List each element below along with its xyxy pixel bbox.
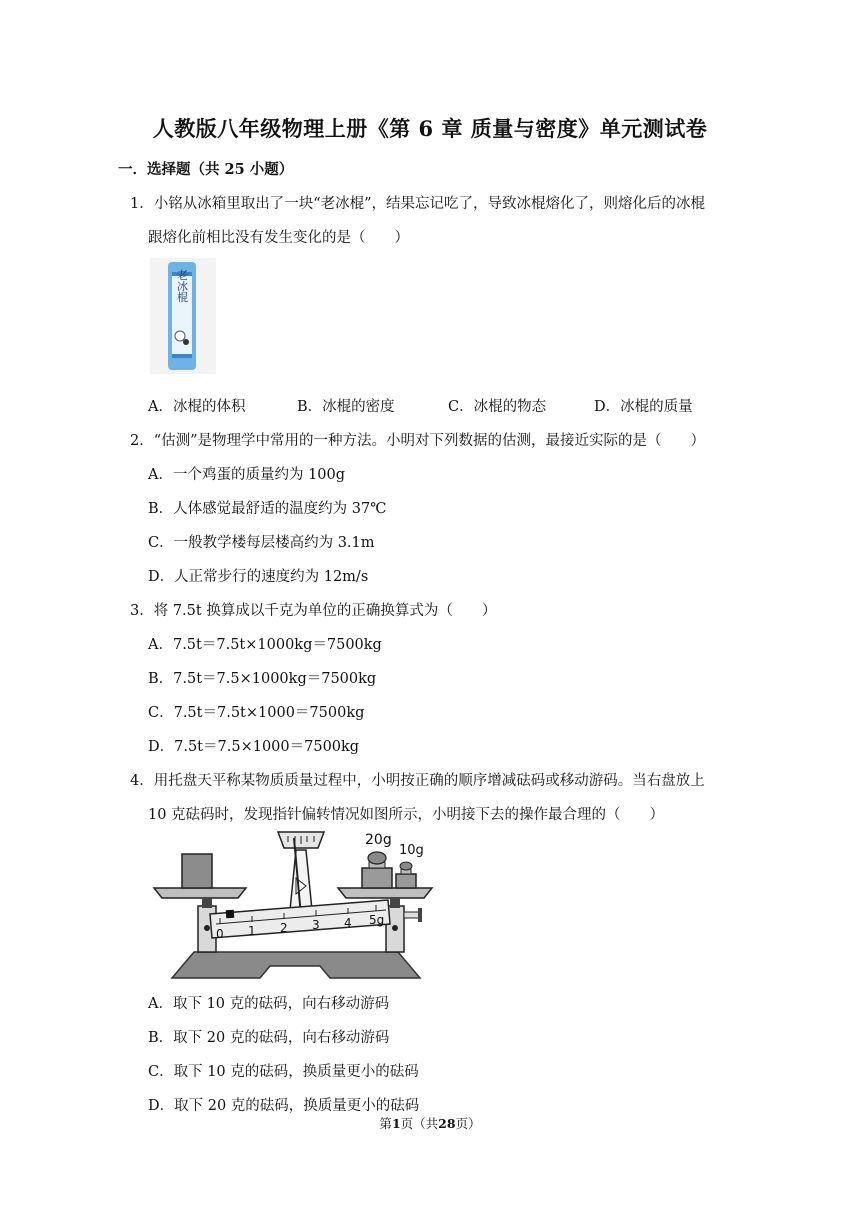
scale-tick-2: 2 (280, 921, 288, 935)
footer-suffix: 页） (455, 1116, 481, 1131)
q4-stem-line2: 10 克砝码时，发现指针偏转情况如图所示，小明接下去的操作最合理的（ ） (148, 807, 665, 823)
q4-option-b: B．取下 20 克的砝码，向右移动游码 (148, 1030, 390, 1046)
q4-option-a: A．取下 10 克的砝码，向右移动游码 (148, 996, 390, 1012)
right-pan (338, 888, 432, 898)
q2-option-a: A．一个鸡蛋的质量约为 100g (148, 467, 346, 483)
q2-option-d: D．人正常步行的速度约为 12m/s (148, 569, 369, 585)
q1-stem-line2: 跟熔化前相比没有发生变化的是（ ） (148, 230, 409, 246)
q1-option-a: A．冰棍的体积 (148, 399, 246, 415)
balance-scale-figure (150, 828, 436, 980)
object-block (182, 854, 212, 888)
scale-tick-4: 4 (344, 916, 352, 930)
q1-stem-line1: 1．小铭从冰箱里取出了一块“老冰棍”，结果忘记吃了，导致冰棍熔化了，则熔化后的冰棍 (130, 196, 706, 212)
q2-option-b: B．人体感觉最舒适的温度约为 37℃ (148, 501, 387, 517)
q3-option-a: A．7.5t＝7.5t×1000kg＝7500kg (148, 637, 382, 653)
footer-total-pages: 28 (438, 1116, 456, 1131)
scale-tick-1: 1 (248, 924, 256, 938)
footer-middle: 页（共 (400, 1116, 439, 1131)
scale-tick-5g: 5g (369, 913, 385, 927)
q4-stem-line1: 4．用托盘天平称某物质质量过程中，小明按正确的顺序增减砝码或移动游码。当右盘放上 (130, 773, 705, 789)
footer-page-number: 1 (391, 1116, 401, 1131)
q3-option-b: B．7.5t＝7.5×1000kg＝7500kg (148, 671, 377, 687)
q3-option-c: C．7.5t＝7.5t×1000＝7500kg (148, 705, 365, 721)
left-pan (154, 888, 246, 898)
q1-option-c: C．冰棍的物态 (448, 399, 547, 415)
q3-option-d: D．7.5t＝7.5×1000＝7500kg (148, 739, 360, 755)
popsicle-image (150, 258, 216, 374)
q4-option-c: C．取下 10 克的砝码，换质量更小的砝码 (148, 1064, 419, 1080)
q2-option-c: C．一般教学楼每层楼高约为 3.1m (148, 535, 375, 551)
q3-stem: 3．将 7.5t 换算成以千克为单位的正确换算式为（ ） (130, 603, 497, 619)
weight-label-10g: 10g (399, 843, 424, 858)
q1-option-d: D．冰棍的质量 (594, 399, 693, 415)
weight-label-20g: 20g (365, 832, 392, 848)
scale-base (172, 952, 420, 978)
page-footer (0, 1114, 860, 1132)
page-title: 人教版八年级物理上册《第 6 章 质量与密度》单元测试卷 (152, 116, 708, 141)
popsicle-label: 老冰棍 (175, 269, 189, 303)
q1-option-b: B．冰棍的密度 (297, 399, 395, 415)
q4-option-d: D．取下 20 克的砝码，换质量更小的砝码 (148, 1098, 420, 1114)
q2-stem: 2．“估测”是物理学中常用的一种方法。小明对下列数据的估测，最接近实际的是（ ） (130, 433, 706, 449)
footer-prefix: 第 (379, 1116, 392, 1131)
scale-tick-0: 0 (216, 927, 224, 941)
section-heading: 一．选择题（共 25 小题） (118, 161, 294, 178)
weight-20g (362, 868, 392, 888)
weight-10g (396, 874, 416, 888)
scale-tick-3: 3 (312, 918, 320, 932)
